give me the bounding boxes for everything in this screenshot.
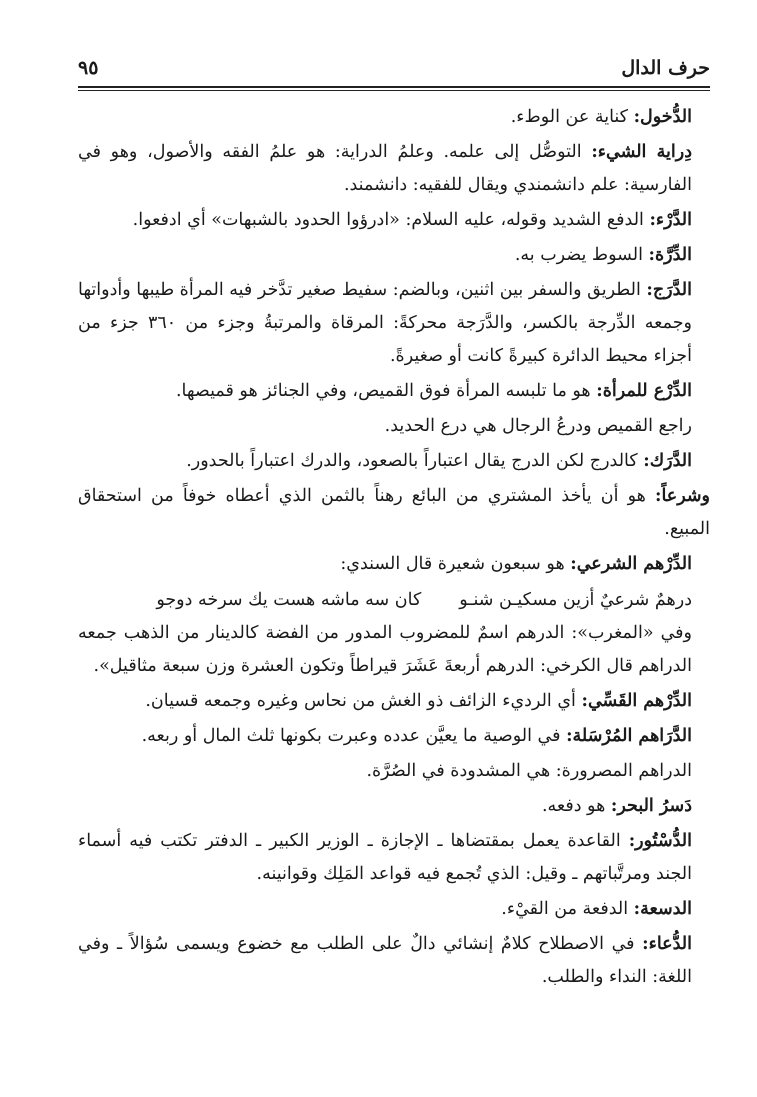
entry-dir-note [78,410,710,443]
entry-text: في الوصية ما يعيَّن عدده وعبرت بكونها ثلث المال أو ربعه. [141,726,567,746]
entry-term: الدِّرْهم الشرعي: [570,554,692,574]
entry-text: الدفعة من القيْء. [501,899,634,919]
entry-term: الدُّعاء: [642,934,692,954]
entry-term: الدُّخول: [633,107,692,127]
entry-term: الدَّرَج: [646,280,692,300]
entry-text: القاعدة يعمل بمقتضاها ـ الإجازة ـ الوزير الكبير ـ الدفتر تكتب فيه أسماء الجند ومرتَّباتهم ـ وقيل: الذي تُجمع فيه قواعد المَلِك وقوانينه. [78,831,692,884]
poem-verse [78,583,710,617]
entry-text: وفي «المغرب»: الدرهم اسمٌ للمضروب المدور من الفضة كالدينار من الذهب جمعه الدراهم قال الكرخي: الدرهم أربعةَ عَشَرَ قيراطاً وتكون العشرة وزن سبعة مثاقيل». [78,623,692,676]
entry-term: الدِّرْع للمرأة: [596,381,692,401]
entry-dua [78,928,710,994]
entry-dirham-shari [78,548,710,581]
verse-second-hemistich: كان سه ماشه هست يك سرخه دوجو [156,590,422,610]
entry-dasr [78,790,710,823]
entry-term: الدَّرْء: [649,210,692,230]
entry-darahim-mursala [78,720,710,753]
entry-text: الدراهم المصرورة: هي المشدودة في الصُرَّة. [366,761,692,781]
entry-text: هو أن يأخذ المشتري من البائع رهناً بالثمن الذي أعطاه خوفاً من استحقاق المبيع. [78,486,710,539]
entry-text: التوصُّل إلى علمه. وعلمُ الدراية: هو علمُ الفقه والأصول، وهو في الفارسية: علم دانشمندي ويقال للفقيه: دانشمند. [78,142,692,195]
entry-text: أي الرديء الزائف ذو الغش من نحاس وغيره وجمعه قسيان. [145,691,582,711]
running-header [78,52,710,84]
entry-diraya [78,136,710,202]
entry-text: الدفع الشديد وقوله، عليه السلام: «ادرؤوا الحدود بالشبهات» أي ادفعوا. [132,210,650,230]
entry-term: دَسرُ البحر: [610,796,692,816]
entry-dustur [78,825,710,891]
entry-term: الدِّرْهم القَسِّي: [581,691,692,711]
entry-text: كناية عن الوطء. [510,107,634,127]
entry-darahim-masrura [78,755,710,788]
entry-term: الدسعة: [633,899,692,919]
entry-mughrib [78,617,710,683]
entry-darak [78,445,710,478]
entry-dasa [78,893,710,926]
entry-term: الدِّرَّة: [648,245,692,265]
verse-first-hemistich: درهمٌ شرعيٌ أزين مسكيـن شنـو [459,590,692,610]
entry-text: في الاصطلاح كلامٌ إنشائي دالٌ على الطلب مع خضوع ويسمى سُؤالاً ـ وفي اللغة: النداء والطلب. [78,934,692,987]
entry-durra [78,239,710,272]
entry-term: دِراية الشيء: [591,142,692,162]
entry-darak-shar [78,480,710,546]
entry-term: الدُّسْتُور: [628,831,692,851]
chapter-title: حرف الدال [621,57,710,79]
entry-text: هو سبعون شعيرة قال السندي: [340,554,571,574]
entry-daraj [78,274,710,373]
entry-dar [78,204,710,237]
page-number: ٩٥ [78,57,99,79]
entry-text: السوط يضرب به. [514,245,649,265]
entry-text: الطريق والسفر بين اثنين، وبالضم: سفيط صغير تدَّخر فيه المرأة طيبها وأدواتها وجمعه الدِّرجة بالكسر، والدَّرَجة محركةً: المرقاة والمرتبةُ وجزء من ٣٦٠ جزء من أجزاء محيط الدائرة كبيرةً كانت أو صغيرةً. [77,280,692,366]
header-rule-thick [78,86,710,88]
entry-text: كالدرج لكن الدرج يقال اعتباراً بالصعود، والدرك اعتباراً بالحدور. [186,451,644,471]
entry-text: هو دفعه. [541,796,611,816]
entry-dir [78,375,710,408]
entry-text: راجع القميص ودرعُ الرجال هي درع الحديد. [384,416,692,436]
entry-dukhul [78,101,710,134]
entry-term: الدَّرَاهم المُرْسَلة: [566,726,692,746]
entry-text: هو ما تلبسه المرأة فوق القميص، وفي الجنائز هو قميصها. [175,381,597,401]
page [78,52,710,996]
entry-term: وشرعاً: [654,486,710,506]
entry-dirham-qassi [78,685,710,718]
entry-term: الدَّرَك: [643,451,692,471]
header-rule-thin [78,90,710,91]
